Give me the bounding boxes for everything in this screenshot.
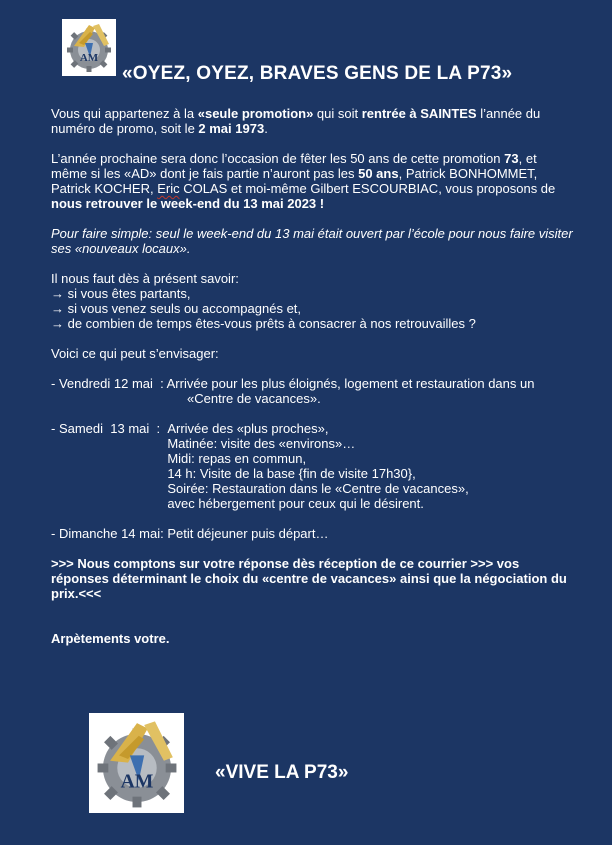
samedi-item: Matinée: visite des «environs»…: [167, 436, 356, 451]
samedi-item: Arrivée des «plus proches»,: [167, 421, 329, 436]
anniversary-text: L’année prochaine sera donc l’occasion de fêter les 50 ans de cette promotion: [51, 151, 505, 166]
questions-block: [51, 271, 576, 331]
signoff: Arpètements votre.: [51, 631, 170, 646]
vendredi-label: - Vendredi 12 mai :: [51, 376, 167, 391]
vendredi-line: [51, 376, 576, 391]
gear-wings-emblem-icon: [64, 21, 114, 74]
promo-number: 73: [504, 151, 519, 166]
samedi-label: - Samedi 13 mai :: [51, 421, 168, 436]
anniversary-text: , Patrick BONHOMMET, Patrick KOCHER,: [51, 166, 538, 196]
callout-paragraph: [51, 556, 576, 601]
intro-text: .: [264, 121, 268, 136]
promotion-logo-bottom: [89, 713, 184, 813]
intro-text: l’année du numéro de promo, soit le: [51, 106, 541, 136]
list-item: → de combien de temps êtes-vous prêts à consacrer à nos retrouvailles ?: [51, 316, 476, 331]
schedule-intro: Voici ce qui peut s’envisager:: [51, 346, 219, 361]
intro-text: Vous qui appartenez à la: [51, 106, 198, 121]
fifty-years: 50 ans: [358, 166, 399, 181]
samedi-lines: [167, 421, 576, 511]
intro-highlight-date: 2 mai 1973: [198, 121, 265, 136]
promotion-logo-top: [62, 19, 116, 76]
samedi-item: Soirée: Restauration dans le «Centre de vacances»,: [167, 481, 469, 496]
samedi-item: Midi: repas en commun,: [167, 451, 307, 466]
list-item: → si vous êtes partants,: [51, 286, 191, 301]
list-item: → si vous venez seuls ou accompagnés et,: [51, 301, 302, 316]
note-paragraph: [51, 226, 576, 256]
note-italic: Pour faire simple: seul le week-end du 13 mai était ouvert par l’école pour nous faire visiter ses «nouveaux locaux».: [51, 226, 573, 256]
closing-slogan: «VIVE LA P73»: [215, 762, 349, 783]
gear-wings-emblem-icon: [92, 716, 182, 811]
weekend-date-highlight: nous retrouver le week-end du 13 mai 2023 !: [51, 196, 325, 211]
samedi-item: 14 h: Visite de la base {fin de visite 17h30},: [167, 466, 416, 481]
vendredi-text: Arrivée pour les plus éloignés, logement et restauration dans un: [166, 376, 535, 391]
samedi-item: avec hébergement pour ceux qui le désirent.: [167, 496, 424, 511]
schedule-vendredi: [51, 376, 576, 406]
anniversary-text: , et même si les «AD» dont je fais partie n’auront pas les: [51, 151, 537, 181]
schedule-dimanche: - Dimanche 14 mai: Petit déjeuner puis départ…: [51, 526, 329, 541]
schedule-samedi: [51, 421, 576, 511]
letter-body: [51, 106, 576, 646]
anniversary-text: COLAS et moi-même Gilbert ESCOURBIAC, vous proposons de: [179, 181, 556, 196]
callout-text: >>> Nous comptons sur votre réponse dès réception de ce courrier >>> vos réponses déterminant le choix du «centre de vacances» ainsi que la négociation du prix.<<<: [51, 556, 567, 601]
anniversary-paragraph: [51, 151, 576, 211]
intro-paragraph: [51, 106, 576, 136]
intro-text: qui soit: [313, 106, 362, 121]
page-title: «OYEZ, OYEZ, BRAVES GENS DE LA P73»: [122, 63, 513, 84]
name-eric: Eric: [157, 181, 180, 196]
logo-monogram: AM: [120, 770, 153, 793]
vendredi-text: «Centre de vacances».: [187, 391, 321, 406]
questions-lead: Il nous faut dès à présent savoir:: [51, 271, 239, 286]
intro-highlight-saintes: rentrée à SAINTES: [361, 106, 477, 121]
intro-highlight-promotion: «seule promotion»: [197, 106, 314, 121]
logo-monogram: AM: [79, 52, 99, 64]
